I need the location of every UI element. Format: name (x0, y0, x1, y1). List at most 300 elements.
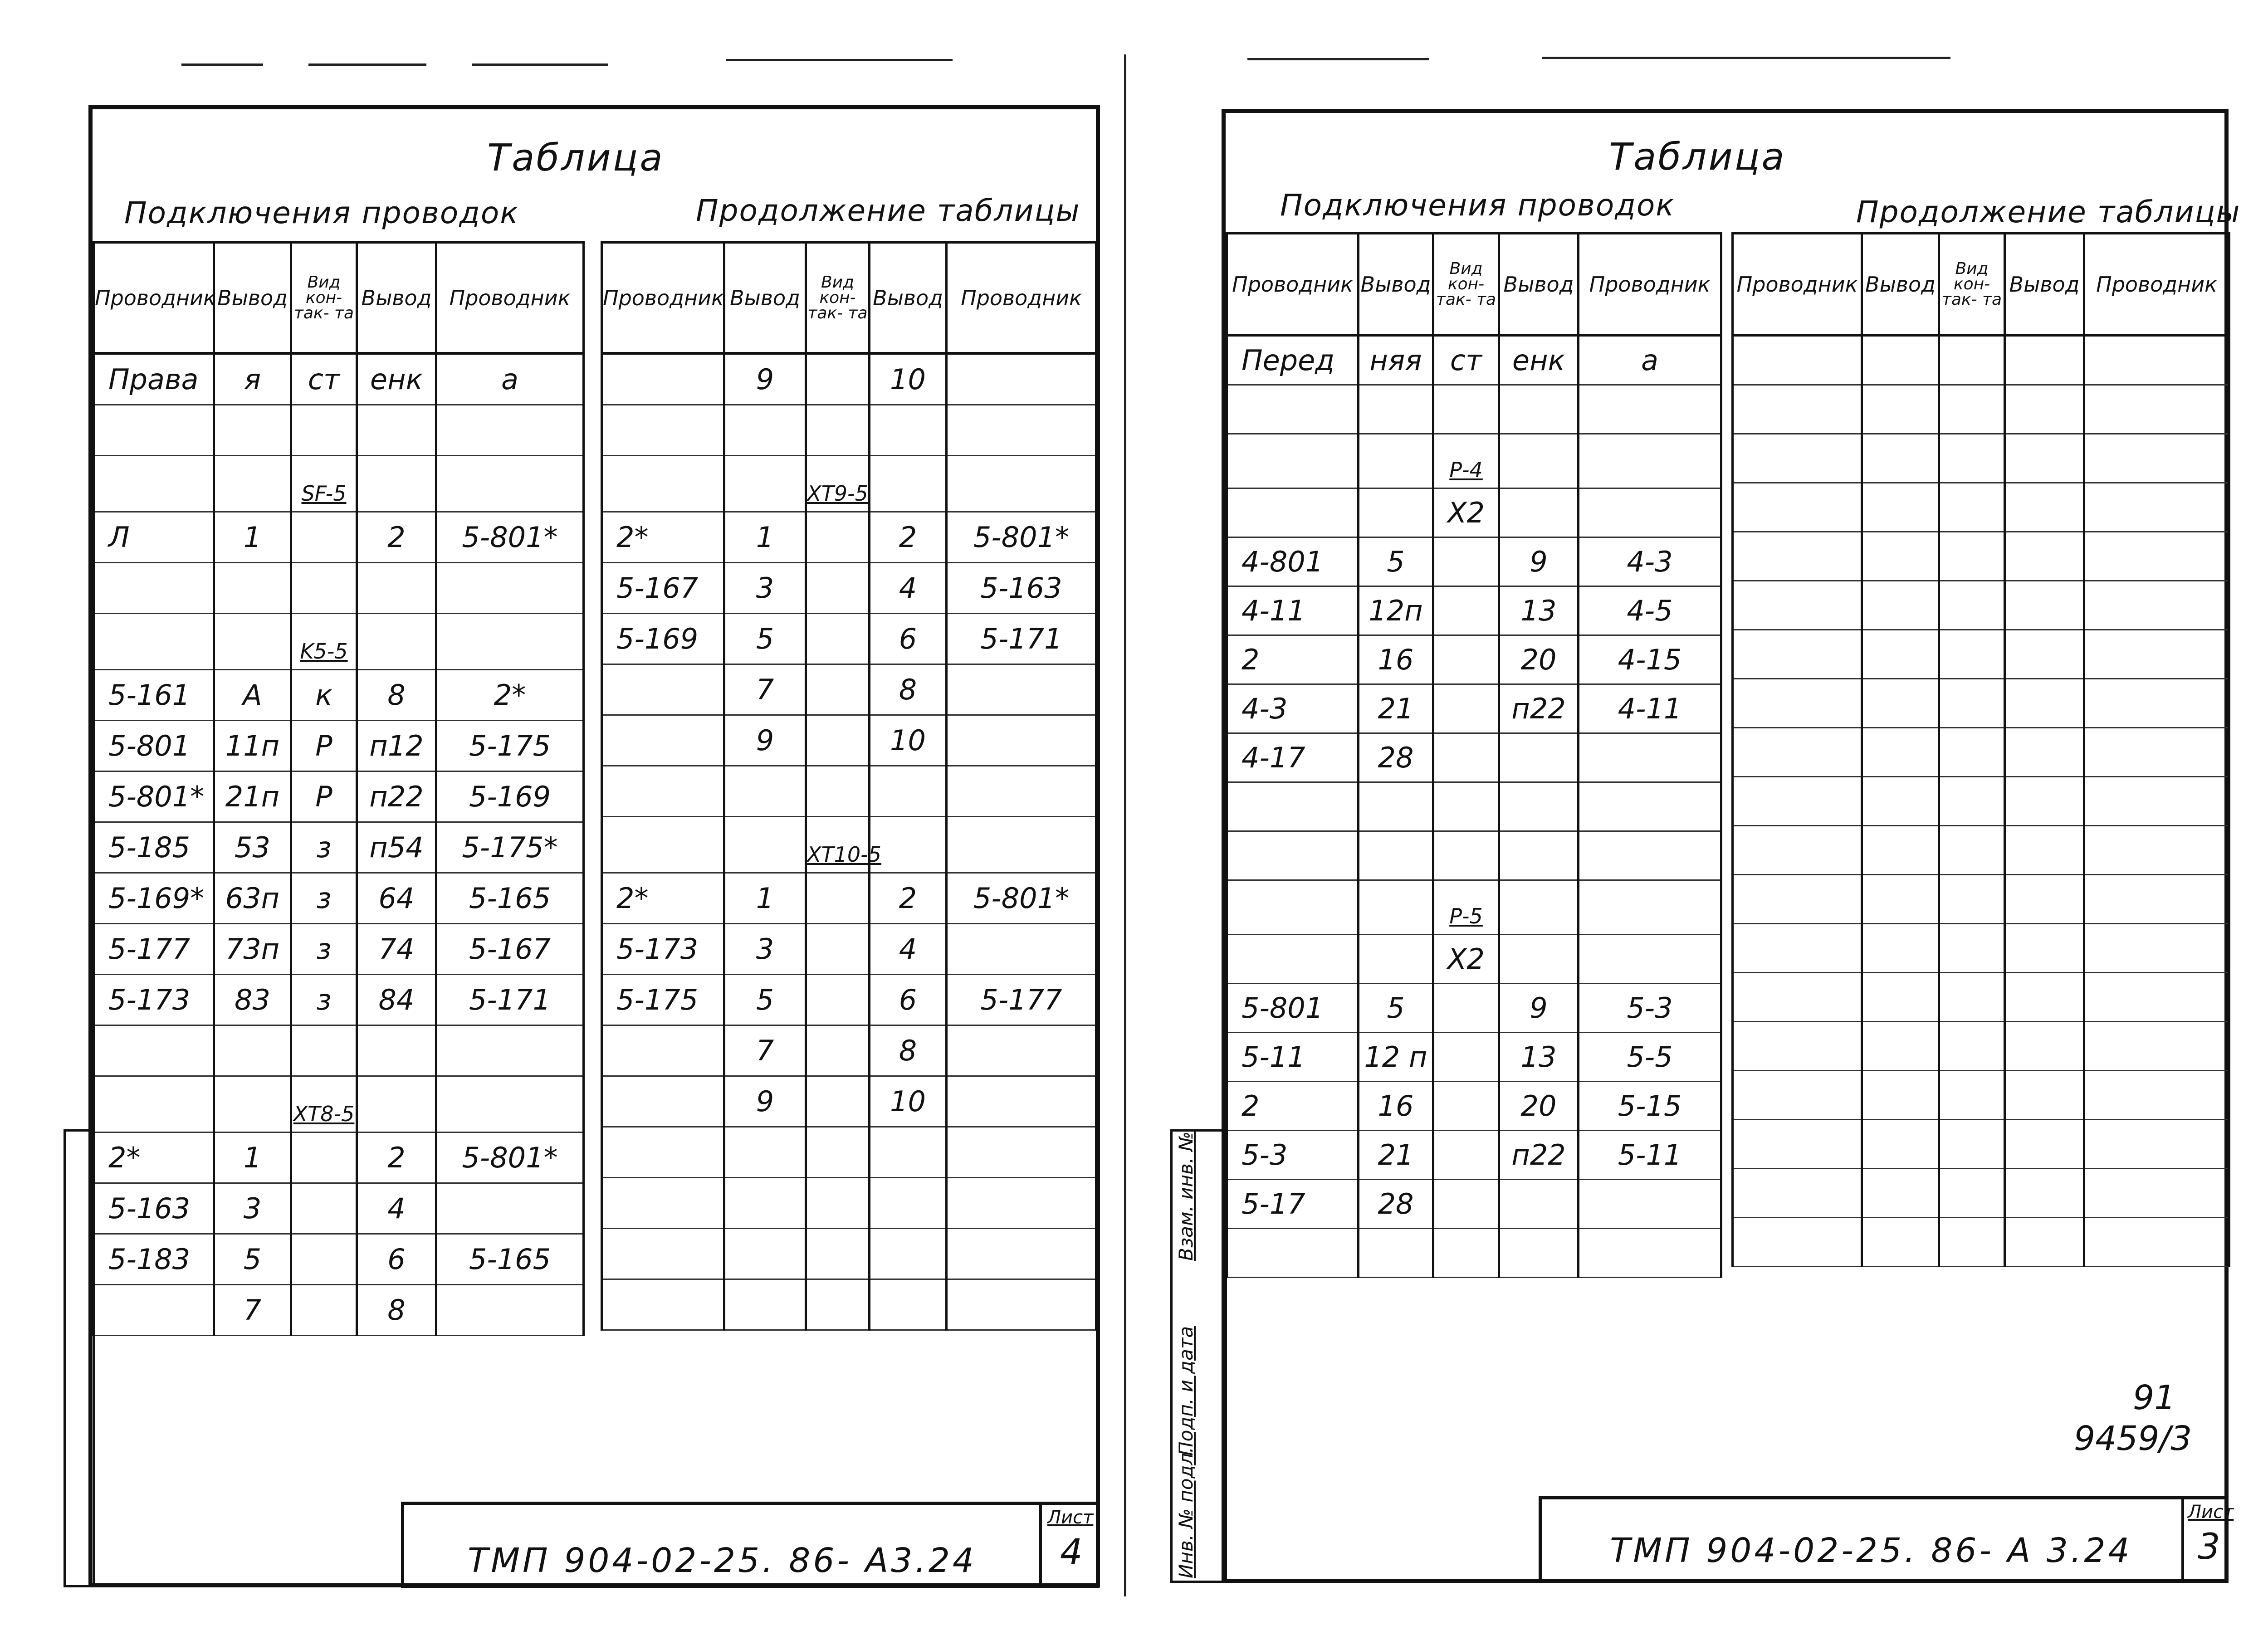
table-row (1733, 385, 2229, 434)
table-cell (2084, 1218, 2229, 1267)
table-cell (1733, 385, 1862, 434)
table-title: Таблица (487, 137, 665, 180)
table-cell: к (291, 670, 357, 721)
table-cell: 6 (357, 1234, 436, 1285)
table-cell (1359, 434, 1433, 488)
table-cell: 5-11 (1579, 1131, 1721, 1180)
table-cell (1499, 434, 1579, 488)
table-cell (357, 614, 436, 670)
table-row (1227, 1131, 1721, 1180)
table-cell: 4 (357, 1183, 436, 1234)
table-cell: п22 (1499, 684, 1579, 733)
table-cell (806, 766, 870, 817)
table-cell (1733, 875, 1862, 924)
table-cell (1499, 733, 1579, 782)
table-cell: 9 (724, 353, 806, 405)
table-cell: 5-801 (94, 721, 214, 771)
table-cell (1939, 875, 2005, 924)
table-row (94, 721, 584, 771)
table-cell (1939, 581, 2005, 630)
table-cell: 21п (214, 771, 291, 822)
table-cell (1733, 335, 1862, 385)
table-cell: 73п (214, 924, 291, 975)
table-row (94, 822, 584, 873)
table-cell (1359, 831, 1433, 880)
table-cell (1939, 1022, 2005, 1071)
header-terminal: Вывод (1359, 233, 1433, 335)
table-cell (1499, 1229, 1579, 1278)
table-row (1227, 880, 1721, 935)
table-cell: 5-11 (1227, 1033, 1359, 1082)
table-cell (94, 563, 214, 614)
table-cell (806, 1229, 870, 1279)
table-cell (1579, 434, 1721, 488)
header-contact-type: Вид кон- так- та (291, 242, 357, 353)
table-cell (94, 1025, 214, 1076)
table-cell (1862, 1120, 1939, 1169)
table-cell (1227, 782, 1359, 831)
table-cell: 16 (1359, 1082, 1433, 1131)
table-row (602, 766, 1096, 817)
table-row (94, 1132, 584, 1183)
table-cell: 5-801* (947, 512, 1096, 563)
table-cell (1579, 733, 1721, 782)
table-cell (1733, 483, 1862, 532)
table-row (94, 405, 584, 456)
table-cell (2084, 1169, 2229, 1218)
table-cell: ст (291, 353, 357, 405)
sheet-fold-line (1124, 54, 1126, 1596)
table-cell (1733, 1120, 1862, 1169)
table-row (1227, 488, 1721, 537)
table-row (1227, 684, 1721, 733)
table-cell (806, 1127, 870, 1178)
table-row (602, 1076, 1096, 1127)
table-row (602, 614, 1096, 664)
header-contact-type: Вид кон- так- та (1939, 233, 2005, 335)
table-cell: а (436, 353, 584, 405)
table-cell: 5-167 (436, 924, 584, 975)
table-cell (724, 1127, 806, 1178)
table-cell (436, 456, 584, 512)
table-cell (2005, 335, 2084, 385)
table-cell (1733, 826, 1862, 875)
table-cell: Р-5 (1433, 880, 1499, 935)
table-row (94, 1285, 584, 1336)
table-cell (1359, 1229, 1433, 1278)
table-cell (291, 405, 357, 456)
table-cell (1359, 385, 1433, 434)
table-cell: 5-171 (947, 614, 1096, 664)
table-row (1227, 434, 1721, 488)
table-cell: а (1579, 335, 1721, 385)
table-cell (2005, 826, 2084, 875)
table-cell: 5-169 (602, 614, 724, 664)
table-cell (806, 512, 870, 563)
table-cell: 9 (724, 1076, 806, 1127)
header-contact-type: Вид кон- так- та (1433, 233, 1499, 335)
table-row (1733, 826, 2229, 875)
scan-dash (308, 63, 426, 66)
table-cell (602, 1178, 724, 1229)
table-cell (214, 563, 291, 614)
table-cell (2084, 581, 2229, 630)
table-cell (1939, 826, 2005, 875)
table-cell (1939, 335, 2005, 385)
table-cell (602, 715, 724, 766)
table-cell: няя (1359, 335, 1433, 385)
table-cell (724, 1279, 806, 1330)
table-cell (2084, 434, 2229, 483)
table-cell: Р (291, 771, 357, 822)
table-cell (1579, 385, 1721, 434)
table-cell (1862, 728, 1939, 777)
table-cell (1579, 782, 1721, 831)
table-row (1733, 973, 2229, 1022)
side-label-replacement: Взам. инв. № (1175, 1131, 1197, 1261)
table-cell: Х2 (1433, 488, 1499, 537)
table-cell: 5-185 (94, 822, 214, 873)
table-cell: 13 (1499, 586, 1579, 635)
table-cell (1862, 924, 1939, 973)
table-row (1227, 1180, 1721, 1229)
table-row (94, 1025, 584, 1076)
table-cell (1939, 679, 2005, 728)
table-cell (94, 614, 214, 670)
table-cell (947, 1279, 1096, 1330)
table-cell: 5-171 (436, 975, 584, 1025)
table-cell (1579, 880, 1721, 935)
table-cell (602, 1076, 724, 1127)
table-cell: 8 (870, 664, 947, 715)
table-cell (214, 405, 291, 456)
table-row (94, 924, 584, 975)
table-cell (724, 817, 806, 873)
table-cell (1227, 434, 1359, 488)
table-row (1227, 782, 1721, 831)
table-cell (2005, 973, 2084, 1022)
table-cell (436, 1183, 584, 1234)
table-cell (94, 456, 214, 512)
table-cell (806, 715, 870, 766)
table-cell (1359, 935, 1433, 984)
table-cell (357, 1076, 436, 1132)
table-cell: 5-801* (94, 771, 214, 822)
table-cell: 64 (357, 873, 436, 924)
table-cell: Р (291, 721, 357, 771)
connection-table (1226, 232, 1722, 1278)
table-cell: 13 (1499, 1033, 1579, 1082)
table-cell (2084, 728, 2229, 777)
table-row (602, 873, 1096, 924)
table-cell (1862, 385, 1939, 434)
table-cell (2084, 1022, 2229, 1071)
table-row (1733, 630, 2229, 679)
table-subtitle: Подключения проводок (1280, 188, 1675, 223)
table-cell (2084, 1071, 2229, 1120)
table-cell (1433, 1229, 1499, 1278)
table-cell (2084, 679, 2229, 728)
table-row (1733, 1218, 2229, 1267)
table-cell (1579, 1229, 1721, 1278)
table-cell (1862, 973, 1939, 1022)
table-cell: 8 (357, 1285, 436, 1336)
table-cell (2005, 728, 2084, 777)
header-conductor: Проводник (2084, 233, 2229, 335)
table-cell (2005, 1169, 2084, 1218)
table-cell (870, 456, 947, 512)
table-cell: п54 (357, 822, 436, 873)
table-cell (1862, 335, 1939, 385)
table-cell (806, 924, 870, 975)
table-cell: 63п (214, 873, 291, 924)
table-cell (436, 1025, 584, 1076)
table-cell (2005, 385, 2084, 434)
table-cell (2084, 777, 2229, 826)
table-cell (602, 817, 724, 873)
table-cell (1433, 1131, 1499, 1180)
table-cell (1862, 679, 1939, 728)
scan-dash (472, 63, 608, 66)
table-cell: 2 (357, 1132, 436, 1183)
table-cell (1862, 630, 1939, 679)
table-cell: 4-3 (1227, 684, 1359, 733)
table-cell: 5-183 (94, 1234, 214, 1285)
table-row (1733, 1022, 2229, 1071)
table-row (1733, 335, 2229, 385)
table-cell (806, 353, 870, 405)
table-cell (1433, 1033, 1499, 1082)
table-row (94, 1234, 584, 1285)
table-cell: 5-161 (94, 670, 214, 721)
table-cell (1433, 385, 1499, 434)
table-cell: 5-17 (1227, 1180, 1359, 1229)
table-cell: ст (1433, 335, 1499, 385)
table-cell (2005, 581, 2084, 630)
table-cell: Перед (1227, 335, 1359, 385)
table-cell (1862, 434, 1939, 483)
binding-strip (64, 1129, 95, 1587)
header-conductor: Проводник (1733, 233, 1862, 335)
table-cell (357, 1025, 436, 1076)
continuation-subtitle: Продолжение таблицы (1856, 195, 2241, 229)
table-cell (806, 1025, 870, 1076)
table-cell (94, 1076, 214, 1132)
table-cell: 7 (724, 1025, 806, 1076)
header-terminal: Вывод (357, 242, 436, 353)
continuation-table (1731, 232, 2230, 1267)
table-cell: 2* (602, 512, 724, 563)
table-cell (357, 405, 436, 456)
table-row (602, 817, 1096, 873)
table-cell (1862, 875, 1939, 924)
table-cell: 1 (214, 512, 291, 563)
title-block (401, 1502, 1100, 1588)
table-cell: 4-11 (1227, 586, 1359, 635)
table-cell (2005, 1218, 2084, 1267)
table-row (1227, 984, 1721, 1033)
table-cell (724, 456, 806, 512)
table-cell (1499, 385, 1579, 434)
table-cell (291, 1132, 357, 1183)
table-row (94, 1183, 584, 1234)
table-cell: ХТ8-5 (291, 1076, 357, 1132)
table-cell (947, 1025, 1096, 1076)
table-row (1733, 777, 2229, 826)
table-cell (602, 1279, 724, 1330)
table-cell (2005, 532, 2084, 581)
table-cell: 5-173 (602, 924, 724, 975)
document-code: ТМП 904-02-25. 86- А3.24 (468, 1541, 977, 1580)
table-cell (1227, 1229, 1359, 1278)
table-cell: Х2 (1433, 935, 1499, 984)
table-cell: 5-175* (436, 822, 584, 873)
table-row (1227, 586, 1721, 635)
table-cell (947, 924, 1096, 975)
table-cell (1939, 777, 2005, 826)
table-cell: 21 (1359, 1131, 1433, 1180)
table-cell (1579, 831, 1721, 880)
table-cell (2005, 1022, 2084, 1071)
table-cell (1733, 581, 1862, 630)
table-cell (1433, 984, 1499, 1033)
table-cell (1862, 1218, 1939, 1267)
table-cell (1433, 1082, 1499, 1131)
table-cell (1433, 782, 1499, 831)
handwritten-note: 9459/3 (2074, 1419, 2192, 1458)
table-cell (436, 563, 584, 614)
table-cell (806, 405, 870, 456)
table-cell (1579, 1180, 1721, 1229)
table-cell: 5 (724, 614, 806, 664)
table-row (602, 664, 1096, 715)
table-cell (291, 1285, 357, 1336)
table-cell: 21 (1359, 684, 1433, 733)
table-row (602, 353, 1096, 405)
table-row (1227, 335, 1721, 385)
table-cell: 10 (870, 715, 947, 766)
table-title: Таблица (1609, 136, 1786, 179)
table-row (1227, 537, 1721, 586)
table-row (1733, 434, 2229, 483)
table-cell (947, 405, 1096, 456)
header-conductor: Проводник (947, 242, 1096, 353)
drawing-sheet-right (1222, 109, 2241, 1583)
table-cell (806, 873, 870, 924)
sheet-number-box (1039, 1505, 1098, 1586)
table-cell: 5-167 (602, 563, 724, 614)
table-cell (1939, 483, 2005, 532)
table-cell (602, 405, 724, 456)
handwritten-note: 91 (2133, 1378, 2176, 1417)
table-row (94, 512, 584, 563)
table-row (1227, 733, 1721, 782)
drawing-sheet-left (88, 105, 1100, 1587)
table-cell: 5-169* (94, 873, 214, 924)
table-cell (947, 766, 1096, 817)
table-cell (806, 975, 870, 1025)
table-cell: енк (1499, 335, 1579, 385)
table-cell: Л (94, 512, 214, 563)
table-cell: 4-5 (1579, 586, 1721, 635)
table-row (1733, 1169, 2229, 1218)
table-row (602, 1025, 1096, 1076)
table-row (94, 563, 584, 614)
table-cell: 5-165 (436, 1234, 584, 1285)
table-cell (94, 405, 214, 456)
table-row (602, 715, 1096, 766)
table-subtitle: Подключения проводок (124, 195, 519, 230)
table-cell (1862, 826, 1939, 875)
table-cell (1733, 532, 1862, 581)
header-conductor: Проводник (602, 242, 724, 353)
table-cell: 5-3 (1227, 1131, 1359, 1180)
table-cell: 74 (357, 924, 436, 975)
table-cell: з (291, 975, 357, 1025)
sheet-label: Лист (1047, 1507, 1094, 1528)
table-cell (357, 456, 436, 512)
table-cell: 5-177 (947, 975, 1096, 1025)
table-row (602, 512, 1096, 563)
table-row (1227, 1229, 1721, 1278)
table-cell: 3 (724, 924, 806, 975)
table-cell (2084, 826, 2229, 875)
table-cell (806, 664, 870, 715)
table-cell: А (214, 670, 291, 721)
table-cell (1227, 935, 1359, 984)
table-row (1733, 581, 2229, 630)
table-cell: 9 (1499, 984, 1579, 1033)
table-cell (291, 1234, 357, 1285)
table-row (1733, 1120, 2229, 1169)
table-cell: 2* (436, 670, 584, 721)
table-cell: 4-17 (1227, 733, 1359, 782)
table-cell (602, 766, 724, 817)
table-row (94, 771, 584, 822)
table-cell: 5-801* (436, 512, 584, 563)
table-cell (1939, 532, 2005, 581)
table-cell: 5-5 (1579, 1033, 1721, 1082)
table-cell: 4 (870, 563, 947, 614)
table-row (1733, 679, 2229, 728)
table-row (94, 614, 584, 670)
table-cell (1433, 1180, 1499, 1229)
table-row (602, 456, 1096, 512)
table-cell: 2 (1227, 635, 1359, 684)
table-cell: з (291, 924, 357, 975)
table-cell (1499, 831, 1579, 880)
table-cell (291, 563, 357, 614)
table-cell: 2 (870, 512, 947, 563)
header-conductor: Проводник (436, 242, 584, 353)
header-conductor: Проводник (1227, 233, 1359, 335)
table-cell: 28 (1359, 1180, 1433, 1229)
side-label-inventory: Инв. № подл. (1175, 1447, 1197, 1578)
table-cell: 6 (870, 614, 947, 664)
table-cell (1939, 434, 2005, 483)
table-cell: 6 (870, 975, 947, 1025)
table-row (1227, 831, 1721, 880)
header-conductor: Проводник (1579, 233, 1721, 335)
continuation-subtitle: Продолжение таблицы (696, 193, 1080, 228)
table-cell (2005, 924, 2084, 973)
table-row (1227, 1033, 1721, 1082)
table-cell (1733, 973, 1862, 1022)
table-row (94, 670, 584, 721)
table-cell (1862, 1071, 1939, 1120)
table-cell (2005, 1120, 2084, 1169)
table-cell (2005, 1071, 2084, 1120)
